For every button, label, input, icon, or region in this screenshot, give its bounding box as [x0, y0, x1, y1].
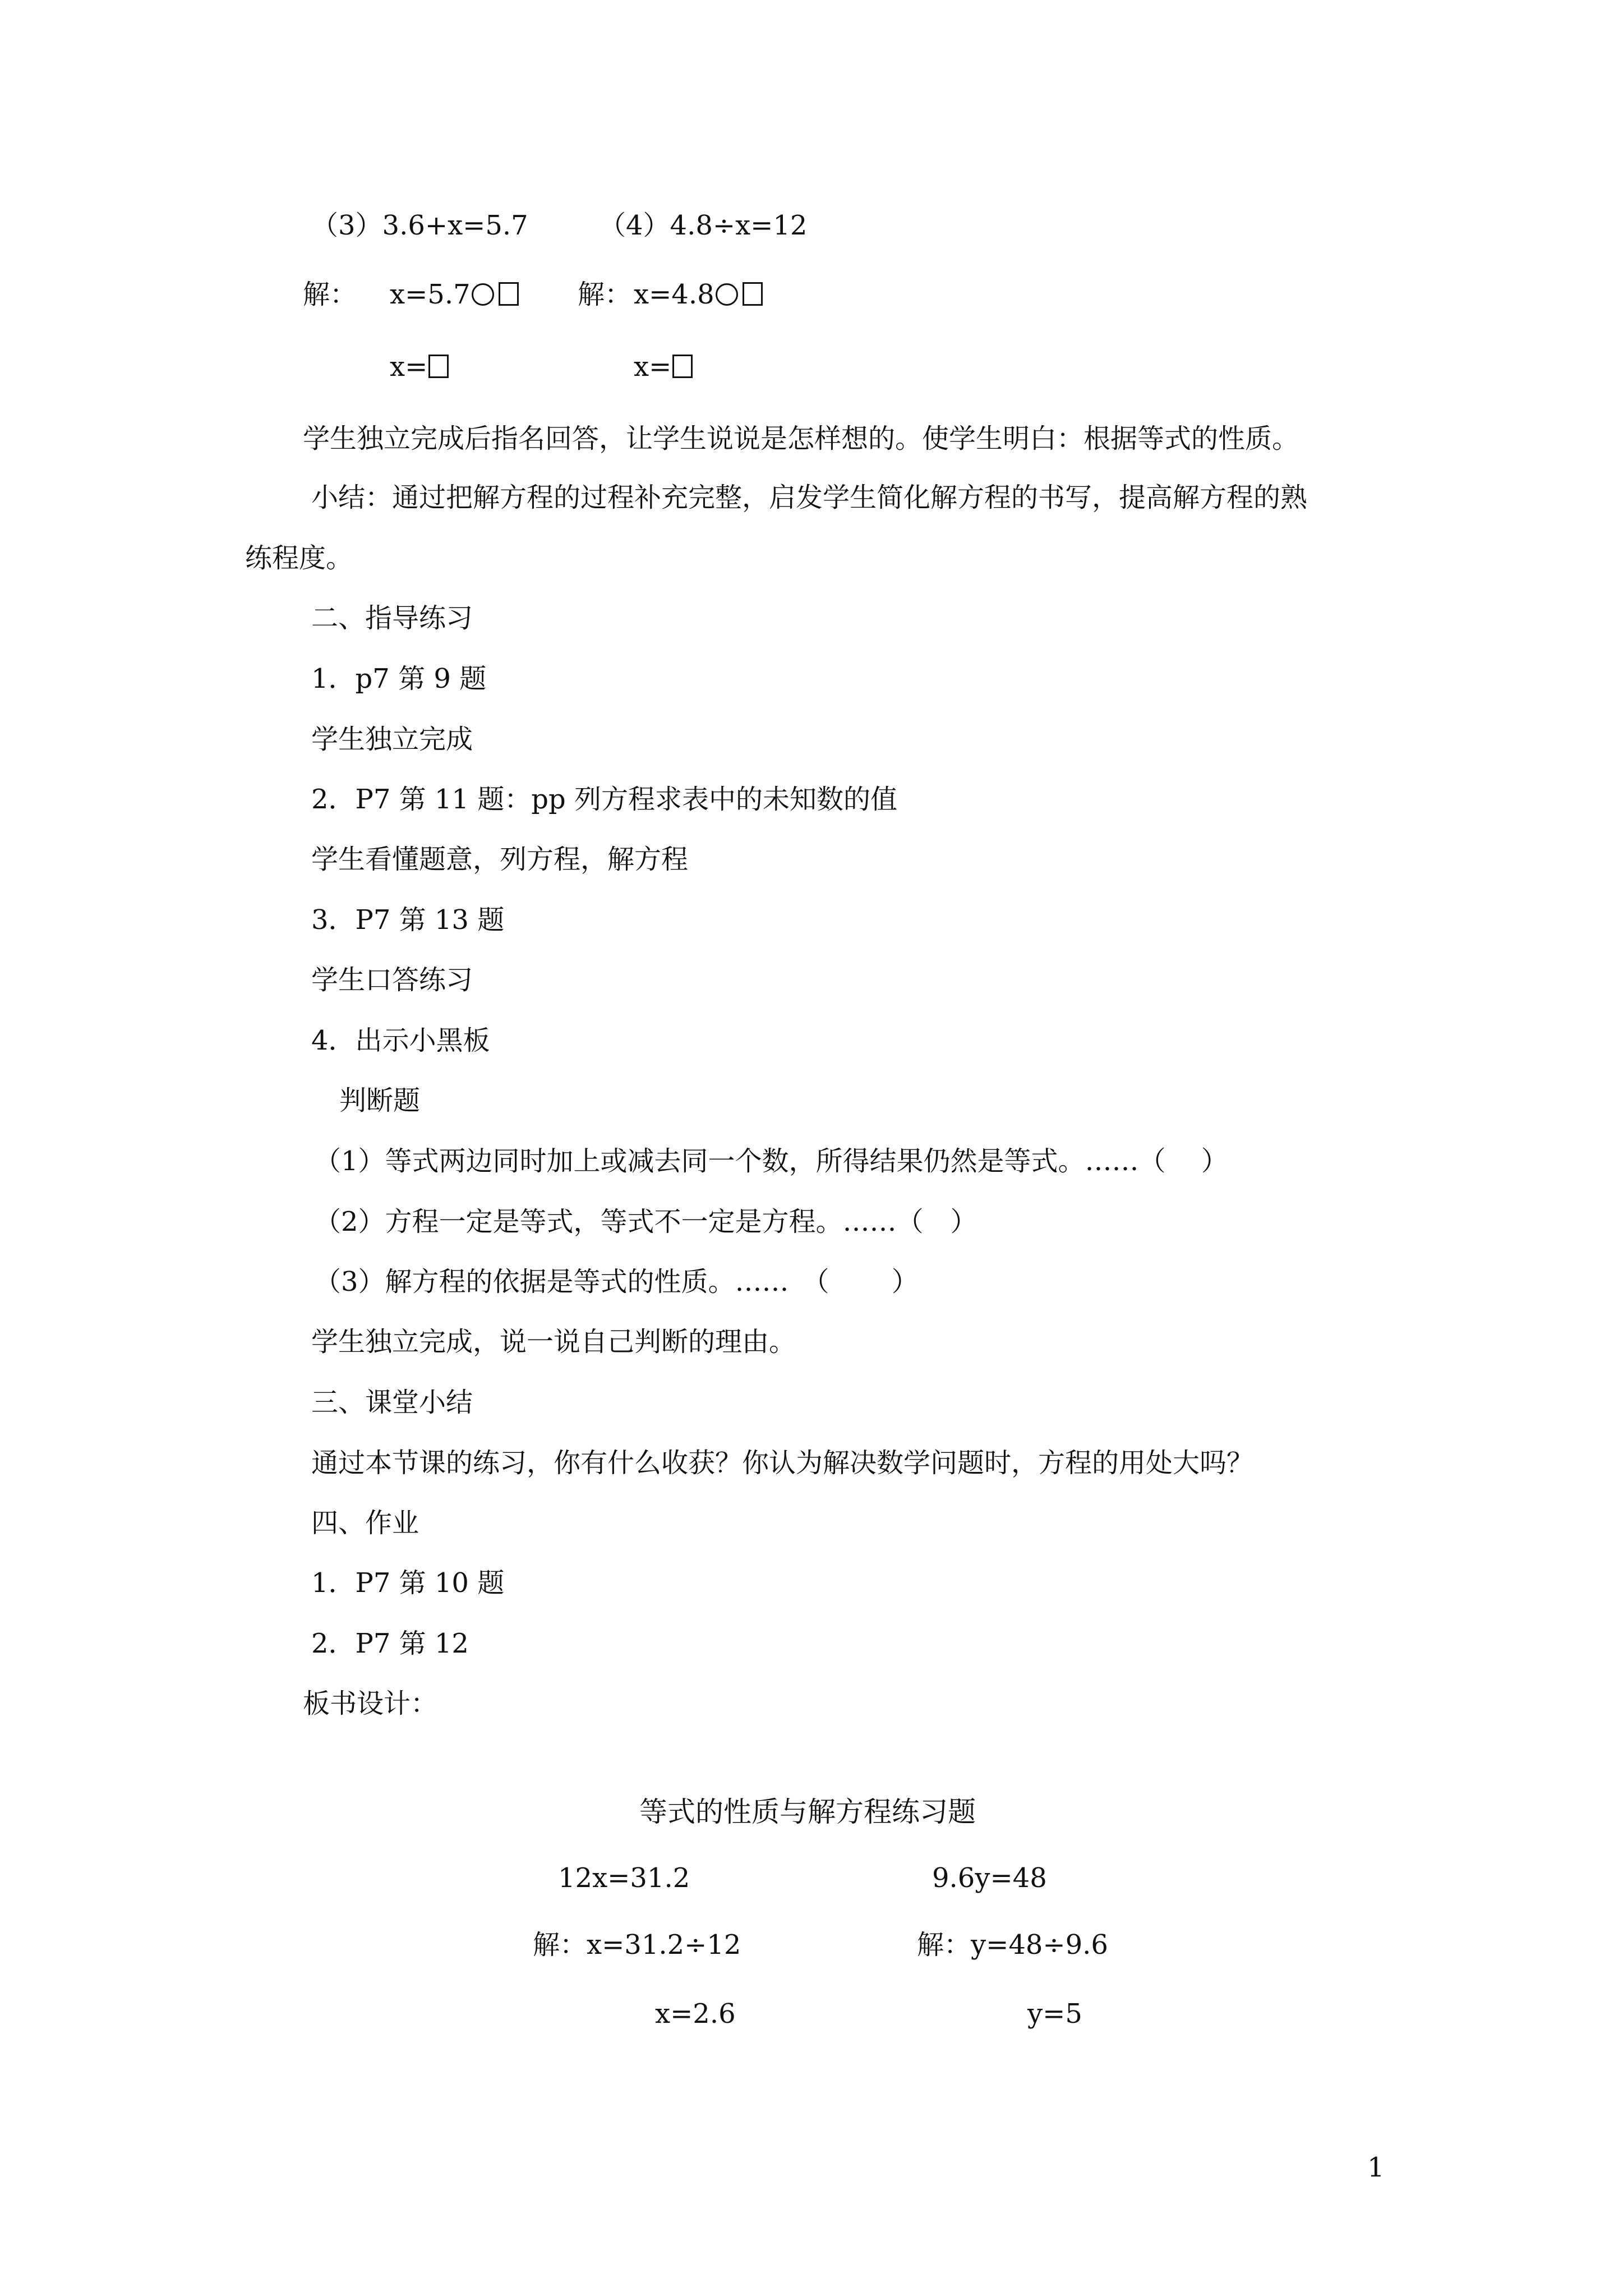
- board-design-label: 板书设计：: [303, 1688, 438, 1719]
- q3-step1-text: x=5.7: [390, 279, 471, 310]
- paragraph-summary-line2: 练程度。: [245, 542, 353, 574]
- homework-item-1: 1．P7 第 10 题: [311, 1567, 505, 1599]
- answer-box-blank: [672, 355, 693, 378]
- board-answer-right: y=5: [1027, 1998, 1082, 2030]
- section-heading-homework: 四、作业: [311, 1507, 419, 1539]
- q4-step2: [634, 350, 693, 384]
- judge-title: 判断题: [339, 1085, 421, 1116]
- board-equation-right: 9.6y=48: [932, 1862, 1047, 1894]
- page-number: 1: [1367, 2152, 1385, 2183]
- answer-box-blank: [499, 282, 519, 306]
- practice-item-2: 2．P7 第 11 题：pp 列方程求表中的未知数的值: [311, 784, 897, 815]
- judge-note: 学生独立完成，说一说自己判断的理由。: [311, 1326, 796, 1358]
- practice-item-2-note: 学生看懂题意，列方程，解方程: [311, 844, 689, 875]
- board-step-right: 解：y=48÷9.6: [917, 1929, 1108, 1961]
- section-heading-class-summary: 三、课堂小结: [311, 1387, 473, 1418]
- q3-step2: [390, 350, 449, 384]
- answer-box-blank: [428, 355, 449, 378]
- practice-item-3: 3．P7 第 13 题: [311, 904, 505, 936]
- answer-box-blank: [743, 282, 763, 306]
- board-equation-left: 12x=31.2: [558, 1862, 690, 1894]
- equation-q4: （4）4.8÷x=12: [599, 210, 808, 241]
- operator-circle-blank: [716, 283, 738, 306]
- board-step-left: 解：x=31.2÷12: [533, 1929, 741, 1961]
- paragraph-explanation: 学生独立完成后指名回答，让学生说说是怎样想的。使学生明白：根据等式的性质。: [303, 423, 1299, 454]
- paragraph-summary-line1: 小结：通过把解方程的过程补充完整，启发学生简化解方程的书写，提高解方程的熟: [311, 482, 1308, 513]
- q4-step1: [634, 278, 763, 311]
- class-summary-text: 通过本节课的练习，你有什么收获？你认为解决数学问题时，方程的用处大吗？: [311, 1447, 1254, 1479]
- q4-step1-text: x=4.8: [634, 279, 714, 310]
- homework-item-2: 2．P7 第 12: [311, 1628, 469, 1659]
- solution-label-q4: 解：: [578, 279, 632, 310]
- judge-item-1: （1）等式两边同时加上或减去同一个数，所得结果仍然是等式。……（ ）: [314, 1145, 1228, 1177]
- judge-item-3: （3）解方程的依据是等式的性质。…… （ ）: [314, 1266, 919, 1297]
- q3-step2-text: x=: [390, 351, 428, 383]
- practice-item-4: 4．出示小黑板: [311, 1025, 490, 1056]
- board-title: 等式的性质与解方程练习题: [639, 1796, 976, 1828]
- q3-step1: [390, 278, 519, 311]
- equation-q3: （3）3.6+x=5.7: [311, 210, 528, 241]
- practice-item-1: 1．p7 第 9 题: [311, 663, 487, 694]
- operator-circle-blank: [472, 283, 494, 306]
- solution-label-q3: 解：: [303, 279, 357, 310]
- q4-step2-text: x=: [634, 351, 672, 383]
- board-answer-left: x=2.6: [655, 1998, 736, 2030]
- practice-item-1-note: 学生独立完成: [311, 724, 473, 755]
- judge-item-2: （2）方程一定是等式，等式不一定是方程。……（ ）: [314, 1206, 978, 1237]
- section-heading-guided-practice: 二、指导练习: [311, 602, 473, 634]
- practice-item-3-note: 学生口答练习: [311, 964, 473, 996]
